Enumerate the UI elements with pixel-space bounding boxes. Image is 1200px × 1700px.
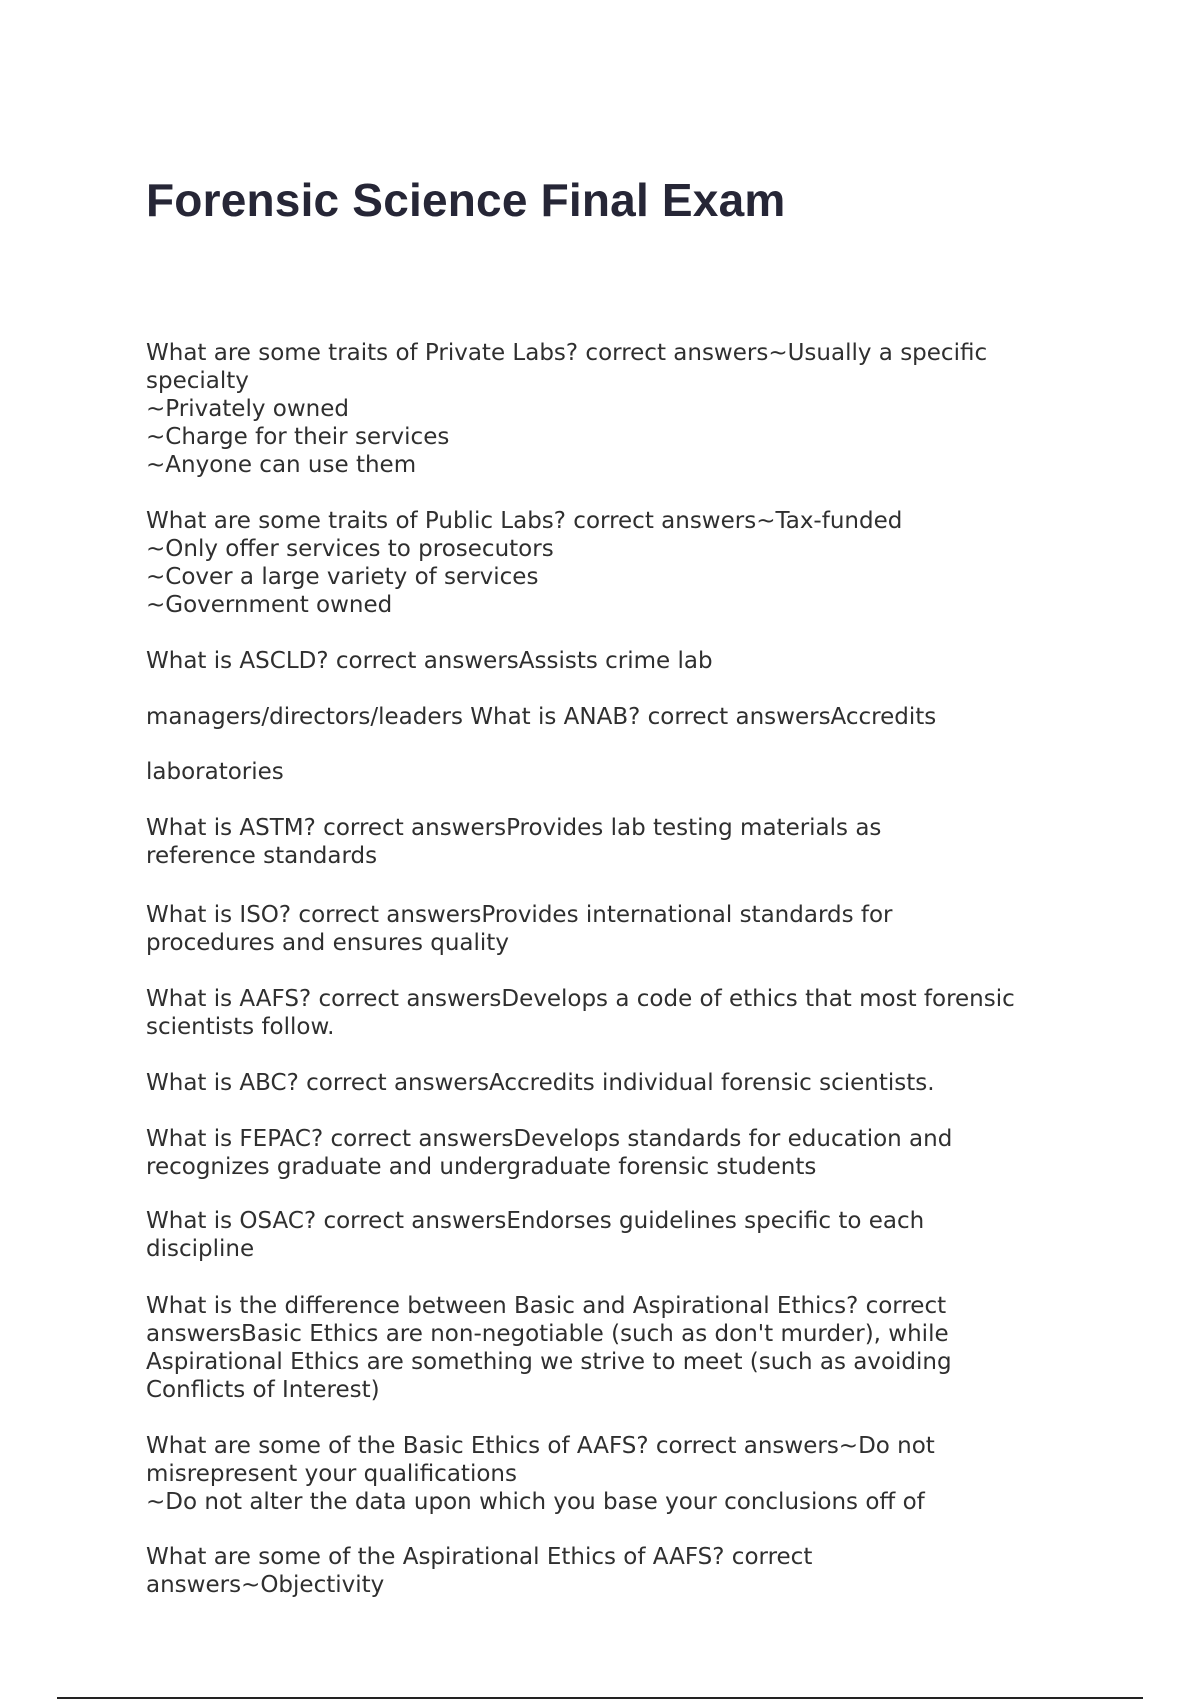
- qa-entry-iso: What is ISO? correct answersProvides international standards for procedures and ensures quality: [146, 902, 893, 956]
- qa-entry-anab: managers/directors/leaders What is ANAB? correct answersAccredits: [146, 704, 937, 730]
- qa-entry-anab-continued: laboratories: [146, 759, 284, 785]
- qa-entry-basic-ethics-aafs: What are some of the Basic Ethics of AAFS? correct answers~Do not misrepresent your qualifications ~Do not alter the data upon which you base your conclusions off of: [146, 1433, 935, 1515]
- qa-entry-ascld: What is ASCLD? correct answersAssists crime lab: [146, 648, 713, 674]
- qa-entry-aafs: What is AAFS? correct answersDevelops a code of ethics that most forensic scientists follow.: [146, 986, 1015, 1040]
- qa-entry-public-labs: What are some traits of Public Labs? correct answers~Tax-funded ~Only offer services to prosecutors ~Cover a large variety of services ~Government owned: [146, 508, 903, 618]
- qa-entry-astm: What is ASTM? correct answersProvides lab testing materials as reference standards: [146, 815, 882, 869]
- qa-entry-aspirational-ethics-aafs: What are some of the Aspirational Ethics of AAFS? correct answers~Objectivity: [146, 1544, 813, 1598]
- qa-entry-abc: What is ABC? correct answersAccredits individual forensic scientists.: [146, 1070, 935, 1096]
- page-bottom-divider: [57, 1697, 1143, 1699]
- qa-entry-basic-vs-aspirational: What is the difference between Basic and Aspirational Ethics? correct answersBasic Ethics are non-negotiable (such as don't murder), while Aspirational Ethics are something we strive to meet (such as avoiding Conflicts of Interest): [146, 1293, 952, 1403]
- qa-entry-osac: What is OSAC? correct answersEndorses guidelines specific to each discipline: [146, 1208, 925, 1262]
- page-title: Forensic Science Final Exam: [146, 174, 786, 226]
- qa-entry-private-labs: What are some traits of Private Labs? correct answers~Usually a specific specialty ~Privately owned ~Charge for their services ~Anyone can use them: [146, 340, 988, 478]
- qa-entry-fepac: What is FEPAC? correct answersDevelops standards for education and recognizes graduate and undergraduate forensic students: [146, 1126, 953, 1180]
